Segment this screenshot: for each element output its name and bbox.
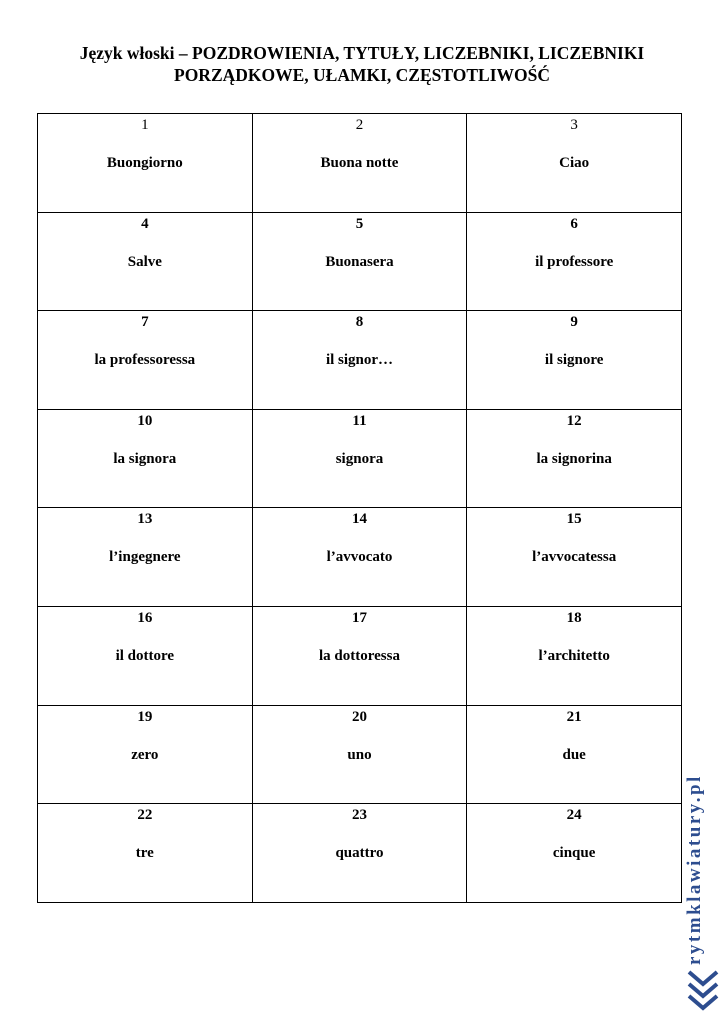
card-word: l’architetto xyxy=(538,647,610,664)
vocabulary-card xyxy=(38,212,253,311)
card-number: 4 xyxy=(141,215,149,232)
card-row xyxy=(38,409,682,508)
card-number: 5 xyxy=(355,215,364,232)
vocabulary-card xyxy=(252,212,467,311)
card-number: 23 xyxy=(351,807,367,824)
card-number: 6 xyxy=(570,215,578,232)
card-number: 14 xyxy=(351,511,367,528)
vocabulary-card xyxy=(252,114,467,213)
card-word: Buona notte xyxy=(320,155,399,171)
vocabulary-card-grid xyxy=(37,113,682,903)
card-word: il signor… xyxy=(325,352,394,369)
card-word: il signore xyxy=(544,352,604,369)
document-title xyxy=(30,42,694,86)
card-number: 3 xyxy=(570,117,578,133)
card-number: 15 xyxy=(566,511,582,528)
card-number: 24 xyxy=(566,807,582,824)
card-word: la professoressa xyxy=(94,352,196,369)
vocabulary-card xyxy=(467,409,682,508)
vocabulary-card xyxy=(467,311,682,410)
vocabulary-card xyxy=(467,705,682,804)
card-word: quattro xyxy=(335,845,384,862)
card-word: l’avvocato xyxy=(326,549,393,566)
card-word: l’ingegnere xyxy=(109,549,181,566)
card-word: la signora xyxy=(113,450,177,467)
card-row xyxy=(38,114,682,213)
card-number: 9 xyxy=(570,314,578,331)
card-word: tre xyxy=(135,845,154,862)
vocabulary-card xyxy=(252,409,467,508)
card-word: il dottore xyxy=(115,647,175,664)
card-number: 11 xyxy=(352,412,367,429)
card-number: 20 xyxy=(351,708,367,725)
card-number: 12 xyxy=(566,412,582,429)
vocabulary-card xyxy=(252,606,467,705)
card-row xyxy=(38,311,682,410)
title-line-1: Język włoski – POZDROWIENIA, TYTUŁY, LICZEBNIKI, LICZEBNIKI xyxy=(79,43,645,63)
card-number: 13 xyxy=(137,511,153,528)
card-word: signora xyxy=(335,450,384,467)
card-number: 7 xyxy=(141,314,149,331)
card-word: Ciao xyxy=(559,155,590,171)
title-line-2: PORZĄDKOWE, UŁAMKI, CZĘSTOTLIWOŚĆ xyxy=(174,65,550,85)
card-row xyxy=(38,804,682,903)
card-row xyxy=(38,606,682,705)
card-word: uno xyxy=(347,746,372,763)
vocabulary-card xyxy=(467,804,682,903)
card-word: cinque xyxy=(552,845,596,862)
card-number: 22 xyxy=(137,807,153,824)
card-number: 8 xyxy=(355,314,364,331)
vocabulary-card xyxy=(467,606,682,705)
vocabulary-card xyxy=(38,409,253,508)
card-word: due xyxy=(562,746,586,763)
watermark-text: rytmklawiatury.pl xyxy=(684,774,705,965)
card-word: la dottoressa xyxy=(318,647,400,664)
card-word: la signorina xyxy=(536,450,612,467)
card-number: 21 xyxy=(566,708,582,725)
vocabulary-card xyxy=(38,705,253,804)
vocabulary-card xyxy=(38,311,253,410)
card-number: 10 xyxy=(137,412,153,429)
card-number: 1 xyxy=(141,117,149,133)
card-number: 18 xyxy=(566,609,582,626)
card-number: 2 xyxy=(355,117,364,133)
card-word: Buonasera xyxy=(325,253,394,270)
vocabulary-card xyxy=(38,606,253,705)
card-row xyxy=(38,212,682,311)
card-number: 19 xyxy=(137,708,153,725)
card-number: 16 xyxy=(137,609,153,626)
vocabulary-card xyxy=(38,804,253,903)
card-word: il professore xyxy=(535,253,614,270)
vocabulary-card xyxy=(467,508,682,607)
card-word: zero xyxy=(131,746,159,763)
chevron-down-logo-icon xyxy=(686,968,720,1014)
card-word: Buongiorno xyxy=(106,155,183,171)
vocabulary-card xyxy=(467,212,682,311)
vocabulary-card xyxy=(467,114,682,213)
card-row xyxy=(38,705,682,804)
card-number: 17 xyxy=(351,609,367,626)
vocabulary-card xyxy=(252,705,467,804)
card-word: Salve xyxy=(127,253,162,270)
card-word: l’avvocatessa xyxy=(532,549,617,566)
vocabulary-card xyxy=(252,804,467,903)
vocabulary-card xyxy=(38,114,253,213)
vocabulary-card xyxy=(252,508,467,607)
vocabulary-card xyxy=(252,311,467,410)
card-row xyxy=(38,508,682,607)
vocabulary-card xyxy=(38,508,253,607)
